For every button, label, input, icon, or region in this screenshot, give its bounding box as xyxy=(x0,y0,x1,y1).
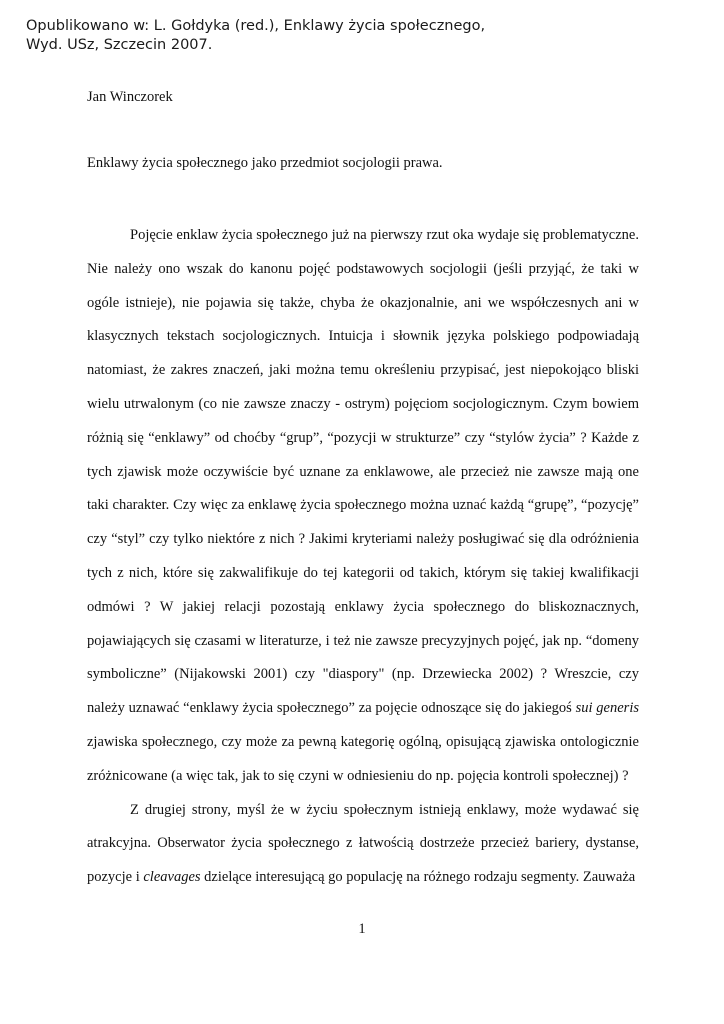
body-text xyxy=(87,219,639,895)
document-title: Enklawy życia społecznego jako przedmiot socjologii prawa. xyxy=(87,155,443,171)
paragraph-2 xyxy=(87,794,639,895)
paragraph-2-text-a: Z drugiej strony, myśl że w życiu społecznym istnieją enklawy, może wydawać się atrakcyjna. Obserwator życia społecznego z łatwością dostrzeże przecież bariery, dystanse, pozycje i xyxy=(87,801,639,886)
author-name: Jan Winczorek xyxy=(87,89,173,105)
publication-note-line-2: Wyd. USz, Szczecin 2007. xyxy=(26,37,213,53)
page-number: 1 xyxy=(358,921,366,937)
paragraph-2-text-b: dzielące interesującą go populację na różnego rodzaju segmenty. Zauważa xyxy=(200,869,636,886)
paragraph-1-text-b: zjawiska społecznego, czy może za pewną kategorię ogólną, opisującą zjawiska ontologicznie zróżnicowane (a więc tak, jak to się czyni w odniesieniu do np. pojęcia kontroli społecznej) ? xyxy=(87,733,639,784)
publication-note xyxy=(26,17,706,55)
paragraph-1-italic-term: sui generis xyxy=(575,700,639,717)
paragraph-1-text-a: Pojęcie enklaw życia społecznego już na pierwszy rzut oka wydaje się problematyczne. Nie należy ono wszak do kanonu pojęć podstawowych socjologii (jeśli przyjąć, że taki w ogóle istnieje), nie pojawia się także, chyba że okazjonalnie, ani we współczesnych ani w klasycznych tekstach socjologicznych. Intuicja i słownik języka polskiego podpowiadają natomiast, że zakres znaczeń, jaki można temu określeniu przypisać, jest niepokojąco bliski wielu utrwalonym (co nie zawsze znaczy - ostrym) pojęciom socjologicznym. Czym bowiem różnią się “enklawy” od choćby “grup”, “pozycji w strukturze” czy “stylów życia” ? Każde z tych zjawisk może oczywiście być uznane za enklawowe, ale przecież nie zawsze mają one taki charakter. Czy więc za enklawę życia społecznego można uznać każdą “grupę”, “pozycję” czy “styl” czy tylko niektóre z nich ? Jakimi kryteriami należy posługiwać się dla odróżnienia tych z nich, które się zakwalifikuje do tej kategorii od takich, którym się takiej kwalifikacji odmówi ? W jakiej relacji pozostają enklawy życia społecznego do bliskoznacznych, pojawiających się czasami w literaturze, i też nie zawsze precyzyjnych pojęć, jak np. “domeny symboliczne” (Nijakowski 2001) czy "diaspory" (np. Drzewiecka 2002) ? Wreszcie, czy należy uznawać “enklawy życia społecznego” za pojęcie odnoszące się do jakiegoś xyxy=(87,227,639,717)
publication-note-line-1: Opublikowano w: L. Gołdyka (red.), Enklawy życia społecznego, xyxy=(26,18,486,34)
paragraph-2-italic-term: cleavages xyxy=(143,869,201,886)
paragraph-1 xyxy=(87,219,639,794)
